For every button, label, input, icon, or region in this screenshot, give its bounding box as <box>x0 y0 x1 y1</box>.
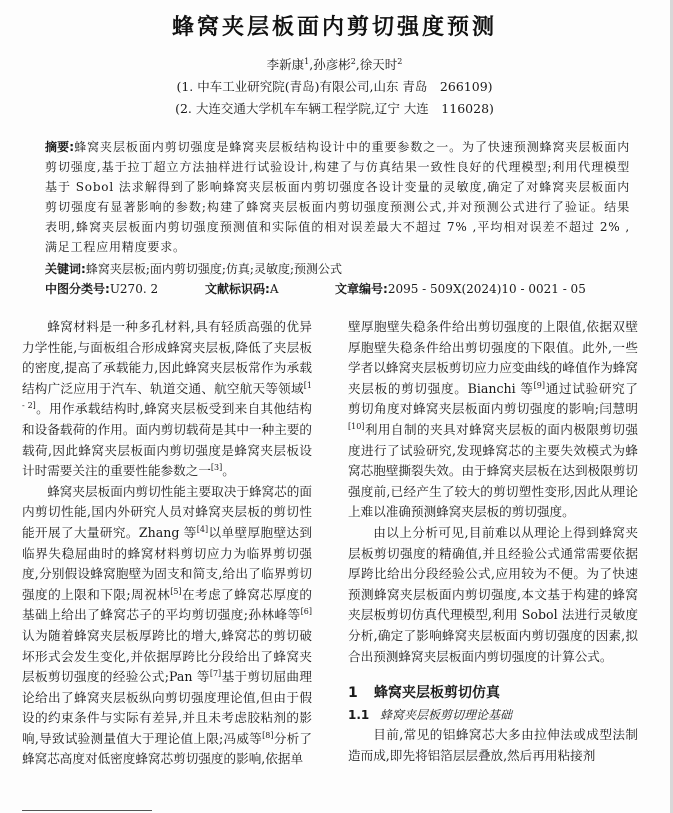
affiliation-1: (1. 中车工业研究院(青岛)有限公司,山东 青岛 266109) <box>176 79 493 94</box>
abstract-label: 摘要: <box>45 140 75 154</box>
paragraph-text: 。用作承载结构时,蜂窝夹层板受到来自其他结构和设备载荷的作用。面内剪切载荷是其中一种主要的载荷,因此蜂窝夹层板面内剪切强度是蜂窝夹层板设计时需要关注的重要性能参数之一 <box>22 401 312 479</box>
footnote-rule <box>22 810 152 811</box>
paragraph-text: 基于剪切屈曲理论给出了蜂窝夹层板纵向剪切强度理论值,但由于假设的约束条件与实际有差异,并且未考虑胶粘剂的影响,导致试验测量值大于理论值上限;冯威等 <box>22 669 313 746</box>
paragraph-text: 利用自制的夹具对蜂窝夹层板的面内极限剪切强度进行了试验研究,发现蜂窝芯的主要失效模式为蜂窝芯胞壁撕裂失效。由于蜂窝夹层板在达到极限剪切强度前,已经产生了较大的剪切塑性变形,因此从理论上难以准确预测蜂窝夹层板的剪切强度。 <box>348 421 638 520</box>
paragraph-text: 认为随着蜂窝夹层板厚跨比的增大,蜂窝芯的剪切破坏形式会发生变化,并依据厚跨比分段给出了蜂窝夹层板剪切强度的经验公式;Pan 等 <box>22 627 312 685</box>
paragraph-text: 通过试验研究了剪切角度对蜂窝夹层板面内剪切强度的影响;闫慧明 <box>348 380 638 417</box>
keywords-text: 蜂窝夹层板;面内剪切强度;仿真;灵敏度;预测公式 <box>85 262 342 276</box>
author-list: 李新康$^1$,孙彦彬$^2$,徐天时$^2$ <box>266 56 403 72</box>
doc-code-label: 文献标识码: <box>205 282 270 296</box>
paragraph-text: 以单壁厚胞壁达到临界失稳屈曲时的蜂窝材料剪切应力为临界剪切强度,分别假设蜂窝胞壁为固支和简支,给出了临界剪切强度的上限和下限;周祝林 <box>22 524 312 602</box>
paragraph-text: 蜂窝材料是一种多孔材料,具有轻质高强的优异力学性能,与面板组合形成蜂窝夹层板,降低了夹层板的密度,提高了承载能力,因此蜂窝夹层板常作为承载结构广泛应用于汽车、轨道交通、航空航天等领域 <box>22 319 312 396</box>
author-affiliation-mark: 1 <box>304 56 310 66</box>
keywords <box>45 260 342 277</box>
citation-ref[interactable]: [7] <box>209 668 222 678</box>
author-name: 徐天时 <box>359 57 398 72</box>
author-name: 李新康 <box>266 57 305 72</box>
paragraph <box>348 317 638 523</box>
paragraph-text: 分析了蜂窝芯高度对低密度蜂窝芯剪切强度的影响,依据单 <box>22 730 313 767</box>
abstract-text: 蜂窝夹层板面内剪切强度是蜂窝夹层板结构设计中的重要参数之一。为了快速预测蜂窝夹层板面内剪切强度,基于拉丁超立方法抽样进行试验设计,构建了与仿真结果一致性良好的代理模型;利用代理模型基于 Sobol 法求解得到了影响蜂窝夹层板面内剪切强度各设计变量的灵敏度,确定了对蜂窝夹层板面内剪切强度有显著影响的参数;构建了蜂窝夹层板面内剪切强度预测公式,并对预测公式进行了验证。结果表明,蜂窝夹层板面内剪切强度预测值和实际值的相对误差最大不超过 7% ,平均相对误差不超过 2% ,满足工程应用精度要求。 <box>45 140 630 254</box>
paragraph-text: 。 <box>222 463 235 479</box>
paragraph-text: 壁厚胞壁失稳条件给出剪切强度的上限值,依据双壁厚胞壁失稳条件给出剪切强度的下限值。此外,一些学者以蜂窝夹层板剪切应力应变曲线的峰值作为蜂窝夹层板的剪切强度。Bianchi 等 <box>348 319 638 396</box>
citation-ref[interactable]: [10] <box>348 421 365 431</box>
clc-value: U270. 2 <box>109 282 159 296</box>
abstract <box>45 137 630 257</box>
paragraph <box>22 317 312 482</box>
author-affiliation-mark: 2 <box>350 56 356 66</box>
article-number-label: 文章编号: <box>335 282 388 296</box>
classification-line <box>45 280 645 297</box>
paper-title: 蜂窝夹层板面内剪切强度预测 <box>171 15 497 40</box>
section-number: 1 <box>348 685 358 702</box>
citation-ref[interactable]: [4] <box>196 524 209 534</box>
citation-ref[interactable]: [6] <box>300 607 312 617</box>
keywords-label: 关键词: <box>45 262 86 276</box>
article-number-value: 2095 - 509X(2024)10 - 0021 - 05 <box>387 282 586 296</box>
paragraph-text: 在考虑了蜂窝芯厚度的基础上给出了蜂窝芯子的平均剪切强度;孙林峰等 <box>22 586 313 623</box>
body-column-left <box>22 317 312 770</box>
affiliation-2: (2. 大连交通大学机车车辆工程学院,辽宁 大连 116028) <box>175 101 494 116</box>
section-heading <box>348 681 638 705</box>
paragraph: 由以上分析可见,目前难以从理论上得到蜂窝夹层板剪切强度的精确值,并且经验公式通常需要依据厚跨比给出分段经验公式,应用较为不便。为了快速预测蜂窝夹层板面内剪切强度,本文基于构建的蜂窝夹层板剪切仿真代理模型,利用 Sobol 法进行灵敏度分析,确定了影响蜂窝夹层板面内剪切强度的因素,拟合出预测蜂窝夹层板面内剪切强度的计算公式。 <box>348 524 638 664</box>
clc-label: 中图分类号: <box>45 282 110 296</box>
subsection-heading <box>348 705 638 725</box>
citation-ref[interactable]: [9] <box>533 380 545 390</box>
paragraph <box>22 482 312 770</box>
paragraph-text: 蜂窝夹层板面内剪切性能主要取决于蜂窝芯的面内剪切性能,国内外研究人员对蜂窝夹层板的剪切性能开展了大量研究。Zhang 等 <box>22 483 312 540</box>
citation-ref[interactable]: [8] <box>262 730 274 740</box>
citation-ref[interactable]: [1 - 2] <box>22 380 312 411</box>
author-name: 孙彦彬 <box>313 57 351 72</box>
subsection-title: 蜂窝夹层板剪切理论基础 <box>380 708 513 723</box>
section-title: 蜂窝夹层板剪切仿真 <box>374 685 500 702</box>
subsection-number: 1.1 <box>348 708 370 723</box>
citation-ref[interactable]: [3] <box>210 462 223 472</box>
citation-ref[interactable]: [5] <box>170 586 182 596</box>
doc-code-value: A <box>269 282 279 296</box>
paragraph: 目前,常见的铝蜂窝芯大多由拉伸法或成型法制造而成,即先将铝箔层层叠放,然后再用粘接剂 <box>348 727 638 763</box>
body-column-right <box>348 317 638 766</box>
author-affiliation-mark: 2 <box>397 56 403 66</box>
